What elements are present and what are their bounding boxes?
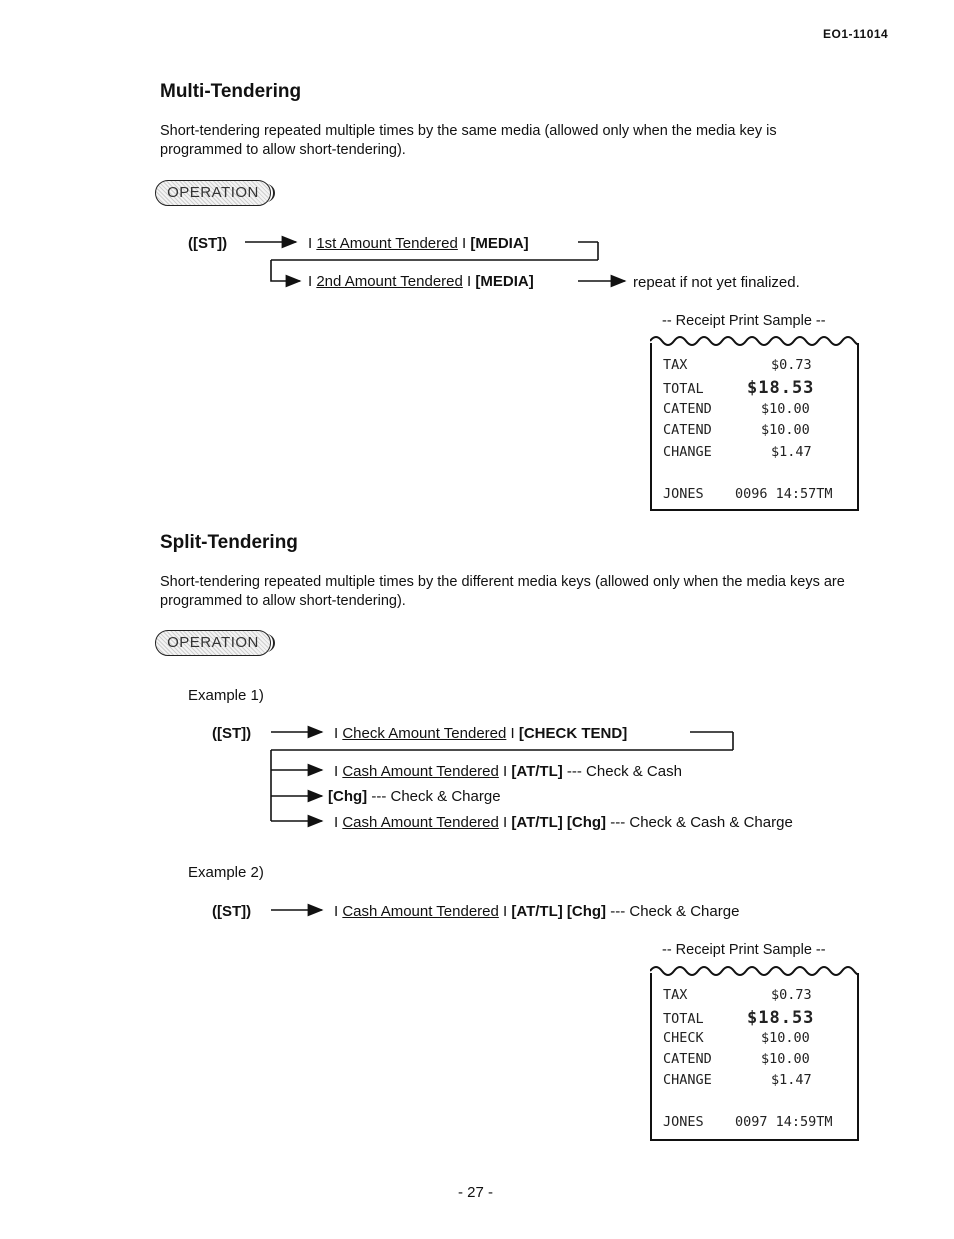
section-title-split-tendering: Split-Tendering — [160, 532, 298, 553]
ex1-line1: I Check Amount Tendered I [CHECK TEND] — [334, 725, 628, 742]
receipt-row: CHECK $10.00 — [663, 1030, 810, 1046]
example1-label: Example 1) — [188, 687, 264, 704]
receipt-torn-edge — [650, 333, 859, 347]
receipt-row: TAX $0.73 — [663, 357, 812, 373]
receipt-row: TAX $0.73 — [663, 987, 812, 1003]
page-number: - 27 - — [458, 1184, 494, 1201]
ex1-start-key: ([ST]) — [212, 725, 252, 742]
ex1-line2: I Cash Amount Tendered I [AT/TL] --- Check & Cash — [334, 763, 682, 780]
section-title-multi-tendering: Multi-Tendering — [160, 81, 302, 102]
receipt-row: CHANGE $1.47 — [663, 444, 812, 460]
multi-line2: I 2nd Amount Tendered I [MEDIA] — [308, 273, 534, 290]
example2-label: Example 2) — [188, 864, 264, 881]
receipt-torn-edge — [650, 963, 859, 977]
split-tendering-description: Short-tendering repeated multiple times by the different media keys (allowed only when the media keys are programmed to allow short-tendering). — [160, 574, 845, 609]
multi-start-key: ([ST]) — [188, 235, 228, 252]
multi-line2-key: 2nd Amount Tendered — [316, 273, 463, 290]
multi-line1-media: [MEDIA] — [470, 235, 529, 252]
receipt-row: TOTAL $18.53 — [663, 1008, 815, 1028]
receipt-row: CATEND $10.00 — [663, 422, 810, 438]
receipt-row: CHANGE $1.47 — [663, 1072, 812, 1088]
split-receipt — [650, 973, 859, 1141]
multi-tendering-description: Short-tendering repeated multiple times by the same media (allowed only when the media key is programmed to allow short-tendering). — [160, 123, 777, 158]
ex1-line3: [Chg] --- Check & Charge — [328, 788, 501, 805]
operation-badge-split: OPERATION — [155, 630, 271, 656]
multi-receipt — [650, 343, 859, 511]
receipt-footer: JONES 0097 14:59TM — [663, 1114, 833, 1130]
ex1-line4: I Cash Amount Tendered I [AT/TL] [Chg] --- Check & Cash & Charge — [334, 814, 793, 831]
multi-line1-key: 1st Amount Tendered — [316, 235, 458, 252]
ex2-start-key: ([ST]) — [212, 903, 252, 920]
multi-line2-media: [MEDIA] — [475, 273, 534, 290]
receipt-row: CATEND $10.00 — [663, 401, 810, 417]
ex2-line: I Cash Amount Tendered I [AT/TL] [Chg] --- Check & Charge — [334, 903, 740, 920]
receipt-footer: JONES 0096 14:57TM — [663, 486, 833, 502]
split-receipt-caption: -- Receipt Print Sample -- — [662, 942, 826, 958]
multi-receipt-caption: -- Receipt Print Sample -- — [662, 313, 826, 329]
document-id: EO1-11014 — [823, 27, 889, 41]
receipt-row: TOTAL $18.53 — [663, 378, 815, 398]
multi-line1: I 1st Amount Tendered I [MEDIA] — [308, 235, 529, 252]
operation-badge-multi: OPERATION — [155, 180, 271, 206]
receipt-row: CATEND $10.00 — [663, 1051, 810, 1067]
multi-line2-note: repeat if not yet finalized. — [633, 274, 800, 291]
